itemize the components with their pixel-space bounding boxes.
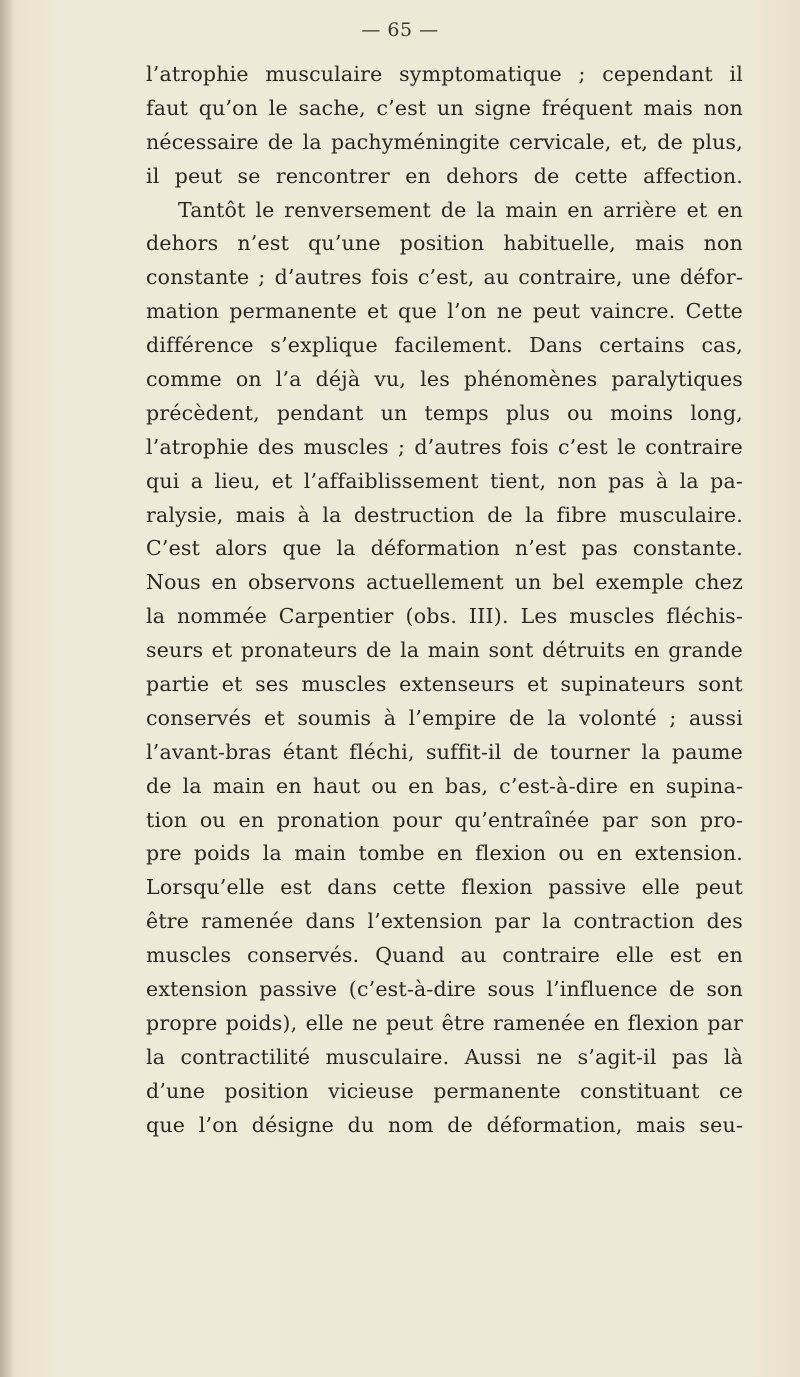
text-line: la nommée Carpentier (obs. III). Les muscles fléchis- <box>146 604 743 629</box>
text-line: précèdent, pendant un temps plus ou moins long, <box>146 400 743 425</box>
text-line: Lorsqu’elle est dans cette flexion passive elle peut <box>146 875 743 900</box>
text-line: l’atrophie musculaire symptomatique ; cependant il <box>146 62 743 86</box>
text-line: seurs et pronateurs de la main sont détruits en grande <box>146 638 743 663</box>
text-line: tion ou en pronation pour qu’entraînée par son pro- <box>146 807 743 832</box>
text-line: partie et ses muscles extenseurs et supinateurs sont <box>146 672 743 697</box>
text-line: différence s’explique facilement. Dans certains cas, <box>146 333 743 358</box>
text-line: mation permanente et que l’on ne peut vaincre. Cette <box>146 299 743 324</box>
text-line: extension passive (c’est-à-dire sous l’influence de son <box>146 977 743 1002</box>
text-line: de la main en haut ou en bas, c’est-à-dire en supina- <box>146 773 743 798</box>
text-line: ralysie, mais à la destruction de la fibre musculaire. <box>146 502 743 527</box>
text-line: que l’on désigne du nom de déformation, mais seu- <box>146 1112 743 1137</box>
text-line: la contractilité musculaire. Aussi ne s’agit-il pas là <box>146 1044 743 1069</box>
text-line: l’avant-bras étant fléchi, suffit-il de tourner la paume <box>146 739 743 764</box>
text-line: être ramenée dans l’extension par la contraction des <box>146 909 743 934</box>
text-line: comme on l’a déjà vu, les phénomènes paralytiques <box>146 367 743 392</box>
text-line: propre poids), elle ne peut être ramenée en flexion par <box>146 1010 743 1035</box>
text-line: l’atrophie des muscles ; d’autres fois c’est le contraire <box>146 434 743 459</box>
text-line: muscles conservés. Quand au contraire elle est en <box>146 943 743 968</box>
text-line: C’est alors que la déformation n’est pas constante. <box>146 536 743 561</box>
text-line: conservés et soumis à l’empire de la volonté ; aussi <box>146 705 743 730</box>
page-number: — 65 — <box>361 19 439 41</box>
text-line: Nous en observons actuellement un bel exemple chez <box>146 570 743 595</box>
text-line: faut qu’on le sache, c’est un signe fréquent mais non <box>146 95 743 120</box>
text-line: dehors n’est qu’une position habituelle, mais non <box>146 231 743 256</box>
text-line: pre poids la main tombe en flexion ou en extension. <box>146 841 743 866</box>
text-line: constante ; d’autres fois c’est, au contraire, une défor- <box>146 265 743 290</box>
body-text <box>146 58 743 1143</box>
text-line: il peut se rencontrer en dehors de cette affection. <box>146 163 743 188</box>
text-line: qui a lieu, et l’affaiblissement tient, non pas à la pa- <box>146 468 743 493</box>
text-line: Tantôt le renversement de la main en arrière et en <box>178 197 743 222</box>
page-gutter-shadow <box>0 0 14 1377</box>
text-line: nécessaire de la pachyméningite cervicale, et, de plus, <box>146 129 743 154</box>
text-line: d’une position vicieuse permanente constituant ce <box>146 1078 743 1103</box>
